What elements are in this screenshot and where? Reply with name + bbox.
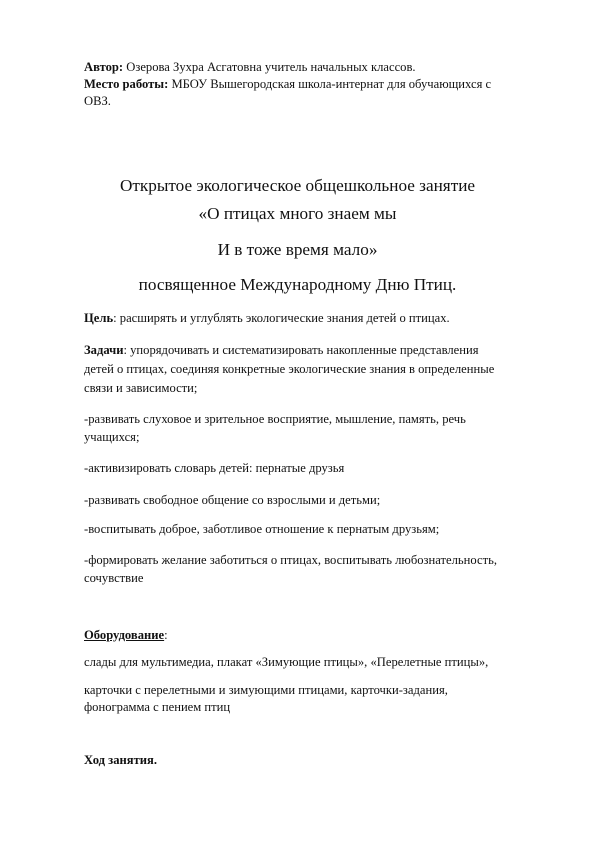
title-line-2: «О птицах много знаем мы [198,204,397,223]
title-line-4: посвященное Международному Дню Птиц. [138,275,457,294]
tasks-text: : упорядочивать и систематизировать накопленные представления [123,343,479,357]
equipment-label: Оборудование [84,628,165,642]
author-value: Озерова Зухра Асгатовна учитель начальных классов. [123,60,416,74]
author-line [84,59,416,75]
course-heading: Ход занятия. [84,753,157,767]
equipment-line-1: слады для мультимедиа, плакат «Зимующие птицы», «Перелетные птицы», [84,655,489,669]
equipment-line-3: фонограмма с пением птиц [84,700,231,714]
equipment-heading [84,627,168,643]
author-label: Автор: [84,60,124,74]
workplace-value: МБОУ Вышегородская школа-интернат для обучающихся с [168,77,492,91]
tasks-line-3: связи и зависимости; [84,381,198,395]
task-item-1-line-2: учащихся; [84,430,140,444]
task-item-5-line-2: сочувствие [84,571,144,585]
workplace-line [84,76,491,92]
task-item-4: -воспитывать доброе, заботливое отношение к пернатым друзьям; [84,522,440,536]
equipment-colon: : [164,628,168,642]
title-line-1: Открытое экологическое общешкольное занятие [119,176,476,195]
equipment-line-2: карточки с перелетными и зимующими птицами, карточки-задания, [84,683,448,697]
tasks-line-1 [84,342,479,358]
goal-text: : расширять и углублять экологические знания детей о птицах. [113,311,450,325]
goal-label: Цель [84,311,114,325]
title-line-3: И в тоже время мало» [217,240,378,259]
tasks-line-2: детей о птицах, соединяя конкретные экологические знания в определенные [84,362,495,376]
task-item-1-line-1: -развивать слуховое и зрительное восприятие, мышление, память, речь [84,412,466,426]
task-item-2: -активизировать словарь детей: пернатые друзья [84,461,345,475]
task-item-3: -развивать свободное общение со взрослыми и детьми; [84,493,381,507]
tasks-label: Задачи [84,343,124,357]
task-item-5-line-1: -формировать желание заботиться о птицах, воспитывать любознательность, [84,553,497,567]
goal-line [84,310,450,326]
workplace-label: Место работы: [84,77,169,91]
workplace-line-2: ОВЗ. [84,94,111,108]
